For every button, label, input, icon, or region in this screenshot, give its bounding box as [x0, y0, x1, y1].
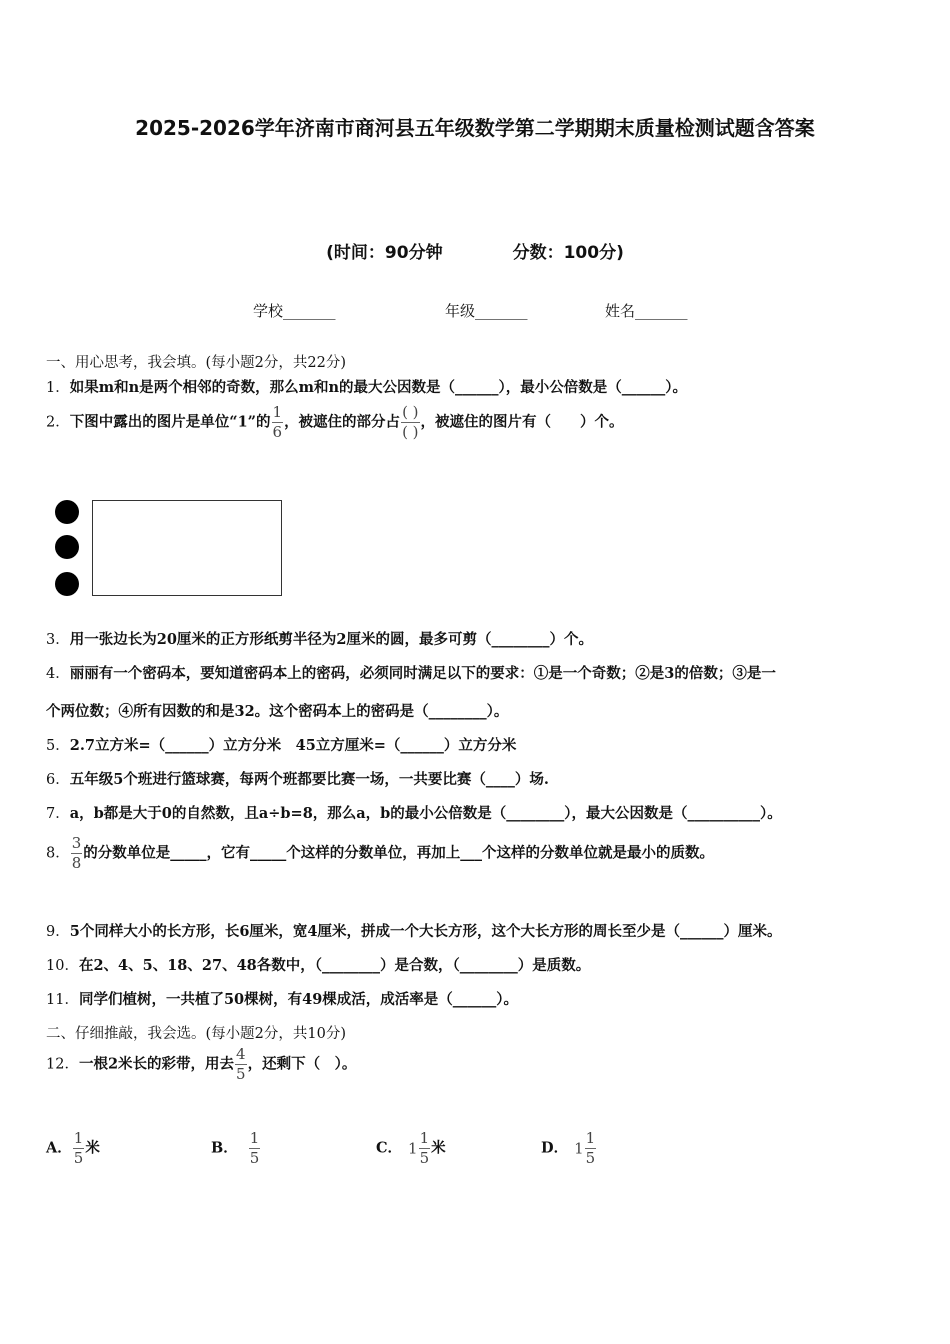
question-2 — [46, 405, 624, 440]
question-text: 2.7立方米=（______）立方分米 45立方厘米=（______）立方分米 — [69, 737, 517, 754]
school-field[interactable]: 学校_______ — [253, 302, 336, 320]
option-label: A． — [46, 1139, 72, 1157]
question-8 — [46, 836, 714, 871]
fraction-four-fifths: $\frac{4}{5}$ — [236, 1045, 246, 1083]
name-field[interactable]: 姓名_______ — [605, 302, 688, 320]
question-text: 五年级5个班进行篮球赛，每两个班都要比赛一场，一共要比赛（____）场. — [69, 771, 549, 788]
question-number: 12． — [46, 1056, 79, 1073]
exam-meta — [0, 238, 950, 263]
question-text: 一根2米长的彩带，用去 — [78, 1055, 235, 1073]
option-label: B． — [211, 1139, 238, 1157]
question-12 — [46, 1047, 356, 1082]
question-1 — [46, 376, 687, 397]
question-5 — [46, 734, 516, 755]
question-number: 11． — [46, 992, 79, 1008]
option-a[interactable] — [46, 1131, 100, 1166]
visible-dot — [55, 500, 79, 524]
question-4 — [46, 662, 776, 683]
question-number: 10． — [46, 958, 79, 974]
question-text: 同学们植树，一共植了50棵树，有49棵成活，成活率是（______）。 — [78, 991, 519, 1008]
fraction-one-sixth: $\frac{1}{6}$ — [272, 403, 283, 441]
question-3 — [46, 628, 593, 649]
question-7 — [46, 802, 782, 823]
question-text: 丽丽有一个密码本，要知道密码本上的密码，必须同时满足以下的要求：①是一个奇数；②是3的倍数；③是一 — [69, 665, 776, 682]
option-c[interactable]: C． 1 $\frac{1}{5}$ 米 — [376, 1129, 446, 1167]
option-fraction: $\frac{1}{5}$ — [419, 1129, 430, 1167]
page-title: 2025-2026学年济南市商河县五年级数学第二学期期末质量检测试题含答案 — [135, 116, 815, 140]
question-number: 2． — [46, 414, 70, 431]
question-text: ，被遮住的图片有（ ）个。 — [420, 413, 624, 431]
question-number: 8． — [46, 845, 70, 862]
question-text: 5个同样大小的长方形，长6厘米，宽4厘米，拼成一个大长方形，这个大长方形的周长至少是（______）厘米。 — [69, 923, 782, 940]
question-6 — [46, 768, 549, 789]
question-11 — [46, 988, 518, 1009]
question-number: 7． — [46, 806, 70, 822]
option-fraction: $\frac{1}{5}$ — [249, 1129, 260, 1167]
fraction-three-eighths: $\frac{3}{8}$ — [71, 834, 82, 872]
question-text: 下图中露出的图片是单位“1”的 — [69, 413, 271, 431]
question-text: 如果m和n是两个相邻的奇数，那么m和n的最大公因数是（______），最小公倍数是（______）。 — [69, 379, 688, 396]
option-label: D． — [541, 1139, 569, 1157]
question-number: 9． — [46, 924, 70, 940]
question-10 — [46, 954, 590, 975]
option-d[interactable]: D． 1 $\frac{1}{5}$ — [541, 1129, 596, 1167]
grade-field[interactable]: 年级_______ — [445, 302, 528, 320]
visible-dot — [55, 572, 79, 596]
fraction-blank: $\frac{( )}{( )}$ — [402, 403, 419, 441]
question-text: 在2、4、5、18、27、48各数中，（________）是合数，（________）是质数。 — [78, 957, 591, 974]
question-text: a，b都是大于0的自然数，且a÷b=8，那么a，b的最小公倍数是（________），最大公因数是（__________）。 — [69, 805, 782, 822]
option-b[interactable] — [211, 1131, 261, 1166]
section-1-heading: 一、用心思考，我会填。(每小题2分，共22分) — [46, 355, 346, 371]
option-unit: 米 — [431, 1139, 446, 1157]
question-text: ，还剩下（ ）。 — [247, 1055, 357, 1073]
time-limit: (时间：90分钟 — [326, 243, 443, 263]
option-fraction: $\frac{1}{5}$ — [73, 1129, 84, 1167]
option-unit: 米 — [85, 1139, 100, 1157]
option-label: C． — [376, 1139, 403, 1157]
total-score: 分数：100分) — [512, 243, 624, 263]
question-text: 的分数单位是_____，它有_____个这样的分数单位，再加上___个这样的分数单位就是最小的质数。 — [83, 844, 715, 862]
question-4-line-2: 个两位数；④所有因数的和是32。这个密码本上的密码是（________）。 — [46, 703, 509, 720]
section-2-heading: 二、仔细推敲，我会选。(每小题2分，共10分) — [46, 1026, 346, 1042]
option-fraction: $\frac{1}{5}$ — [585, 1129, 596, 1167]
covering-rectangle — [92, 500, 282, 596]
question-text: 用一张边长为20厘米的正方形纸剪半径为2厘米的圆，最多可剪（________）个。 — [69, 631, 593, 648]
question-number: 4． — [46, 666, 70, 682]
question-number: 5． — [46, 738, 70, 754]
question-number: 6． — [46, 772, 70, 788]
visible-dot — [55, 535, 79, 559]
question-number: 3． — [46, 632, 70, 648]
question-text: ，被遮住的部分占 — [284, 413, 401, 431]
question-number: 1． — [46, 380, 70, 396]
question-9 — [46, 920, 782, 941]
